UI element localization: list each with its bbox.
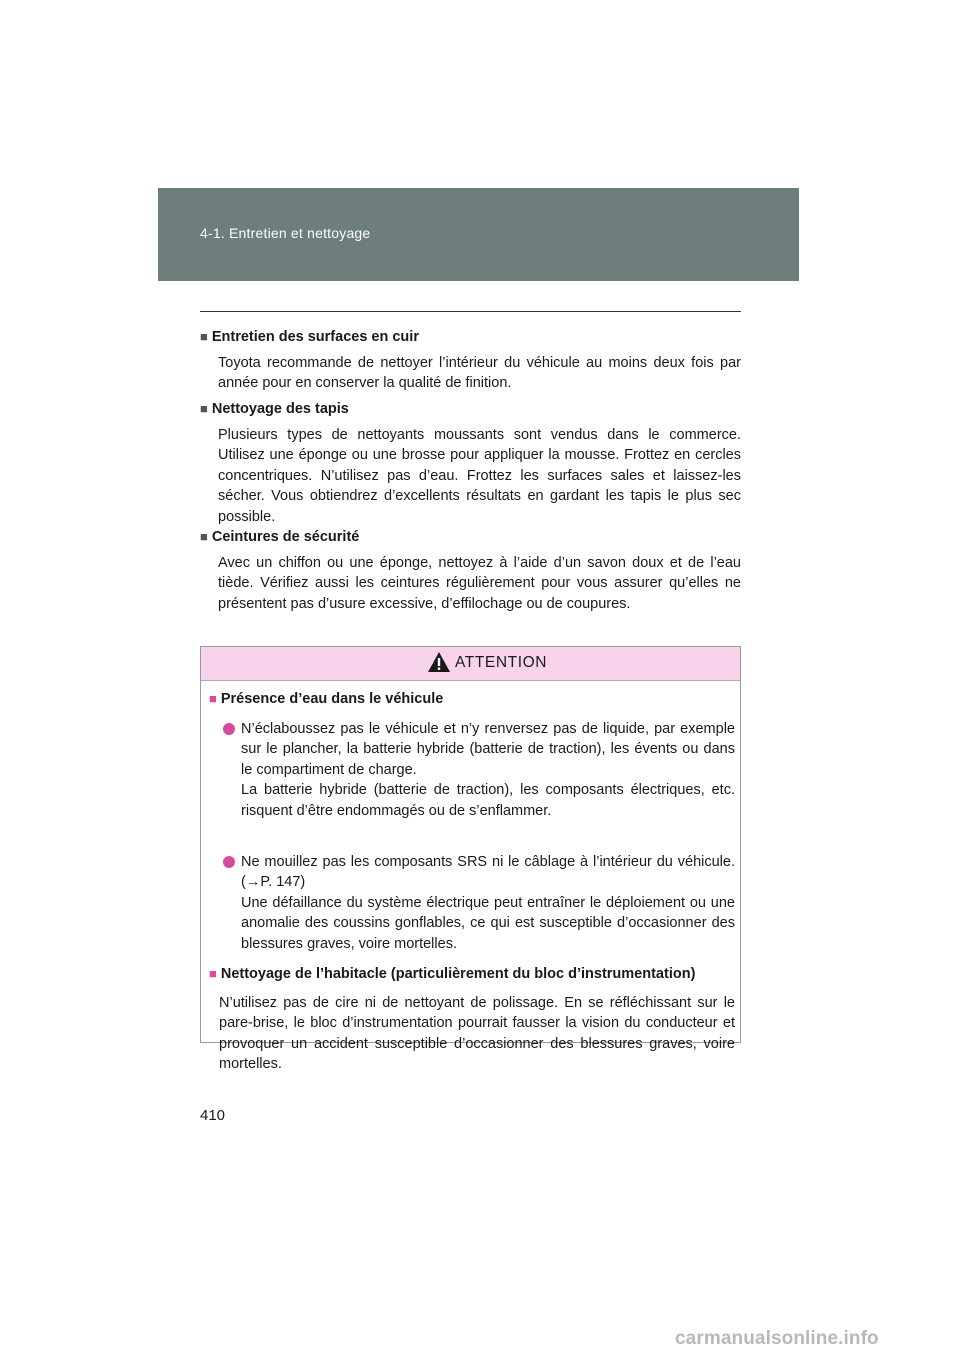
bullet-dot-icon xyxy=(223,856,235,868)
section-heading-text: Entretien des surfaces en cuir xyxy=(211,329,419,345)
attention-box xyxy=(200,646,741,1073)
section-body: Avec un chiffon ou une éponge, nettoyez à l’aide d’un savon doux et de l’eau tiède. Vérifiez aussi les ceintures régulièrement pour vous assurer qu’elles ne présentent pas d’usure excessive, d’effilochage ou de coupures. xyxy=(218,555,741,612)
section-heading xyxy=(200,327,741,347)
attention-item-heading-text: Présence d’eau dans le véhicule xyxy=(220,691,444,707)
section-body: Toyota recommande de nettoyer l’intérieur du véhicule au moins deux fois par année pour en conserver la qualité de finition. xyxy=(218,355,741,392)
section-heading xyxy=(200,399,741,419)
section-heading-text: Ceintures de sécurité xyxy=(211,529,360,545)
section-heading xyxy=(200,527,741,547)
warning-triangle-icon xyxy=(427,651,451,678)
attention-item-heading-text: Nettoyage de l’habitacle (particulièrement du bloc d’instrumentation) xyxy=(220,966,696,982)
square-bullet-icon: ■ xyxy=(200,401,208,416)
attention-item-heading xyxy=(209,964,734,984)
page-number: 410 xyxy=(200,1107,226,1124)
section-leather-care xyxy=(200,327,741,394)
attention-item-heading xyxy=(209,689,734,709)
watermark: carmanualsonline.info xyxy=(675,1328,879,1349)
bullet-text: Ne mouillez pas les composants SRS ni le câblage à l’intérieur du véhicule. (→P. 147) xyxy=(241,854,735,891)
section-body: Plusieurs types de nettoyants moussants sont vendus dans le commerce. Utilisez une éponge ou une brosse pour appliquer la mousse. Frottez en cercles concentriques. N’utilisez pas d’eau. Frottez les surfaces sales et laissez-les sécher. Vous obtiendrez d’excellents résultats en gardant les tapis le plus sec possible. xyxy=(218,427,741,525)
square-bullet-icon: ■ xyxy=(200,529,208,544)
square-bullet-icon: ■ xyxy=(209,966,217,981)
attention-bullet xyxy=(223,719,735,821)
section-title: 4-1. Entretien et nettoyage xyxy=(200,225,371,241)
attention-header xyxy=(201,647,740,681)
divider-rule xyxy=(200,311,741,312)
bullet-text-continued: La batterie hybride (batterie de traction), les composants électriques, etc. risquent d’être endommagés ou de s’enflammer. xyxy=(241,782,735,819)
attention-bullet xyxy=(223,852,735,954)
attention-title: ATTENTION xyxy=(455,654,548,671)
square-bullet-icon: ■ xyxy=(209,691,217,706)
square-bullet-icon: ■ xyxy=(200,329,208,344)
bullet-text: N’éclaboussez pas le véhicule et n’y renversez pas de liquide, par exemple sur le plancher, la batterie hybride (batterie de traction), les évents ou dans le compartiment de charge. xyxy=(241,721,735,778)
section-seat-belts xyxy=(200,527,741,614)
attention-paragraph: N’utilisez pas de cire ni de nettoyant de polissage. En se réfléchissant sur le pare-brise, le bloc d’instrumentation pourrait fausser la vision du conducteur et provoquer un accident susceptible d’occasionner des blessures graves, voire mortelles. xyxy=(219,995,735,1073)
section-heading-text: Nettoyage des tapis xyxy=(211,401,349,417)
bullet-dot-icon xyxy=(223,723,235,735)
section-carpet-cleaning xyxy=(200,399,741,527)
bullet-text-continued: Une défaillance du système électrique peut entraîner le déploiement ou une anomalie des coussins gonflables, ce qui est susceptible d’occasionner des blessures graves, voire mortelles. xyxy=(241,894,735,952)
